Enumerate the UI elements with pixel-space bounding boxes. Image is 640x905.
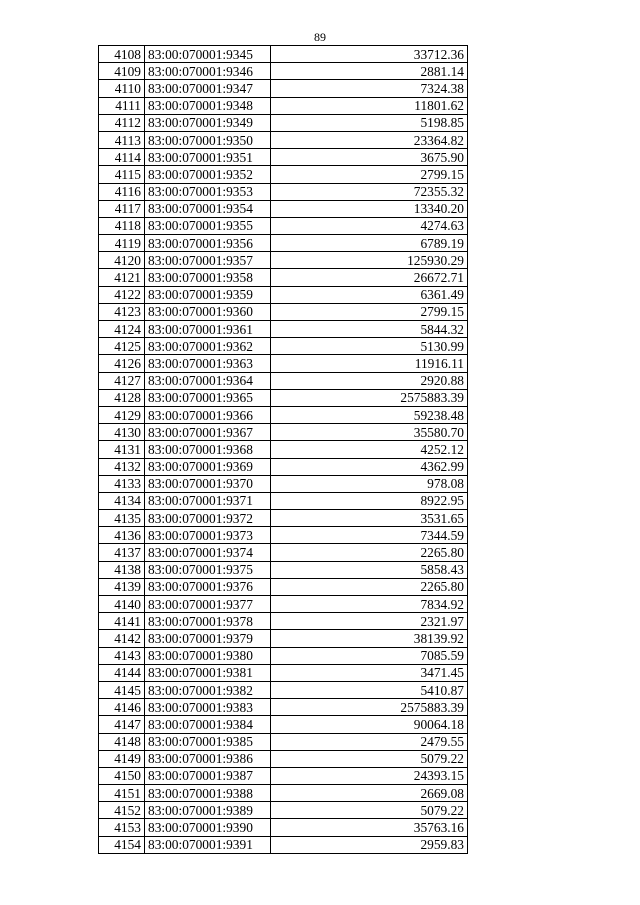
row-number-cell: 4110 (99, 80, 145, 97)
row-number-cell: 4151 (99, 785, 145, 802)
row-number-cell: 4123 (99, 303, 145, 320)
cadastral-value-cell: 4274.63 (271, 217, 468, 234)
table-row (99, 200, 468, 217)
row-number-cell: 4130 (99, 424, 145, 441)
table-row (99, 630, 468, 647)
row-number-cell: 4111 (99, 97, 145, 114)
cadastral-value-cell: 2479.55 (271, 733, 468, 750)
cadastral-number-cell: 83:00:070001:9366 (145, 406, 271, 423)
cadastral-number-cell: 83:00:070001:9345 (145, 46, 271, 63)
cadastral-number-cell: 83:00:070001:9347 (145, 80, 271, 97)
table-row (99, 544, 468, 561)
table-row (99, 681, 468, 698)
row-number-cell: 4141 (99, 613, 145, 630)
cadastral-number-cell: 83:00:070001:9391 (145, 836, 271, 853)
table-row (99, 733, 468, 750)
row-number-cell: 4137 (99, 544, 145, 561)
cadastral-number-cell: 83:00:070001:9377 (145, 596, 271, 613)
table-row (99, 647, 468, 664)
row-number-cell: 4153 (99, 819, 145, 836)
table-row (99, 699, 468, 716)
cadastral-number-cell: 83:00:070001:9386 (145, 750, 271, 767)
cadastral-number-cell: 83:00:070001:9385 (145, 733, 271, 750)
table-row (99, 131, 468, 148)
row-number-cell: 4150 (99, 767, 145, 784)
cadastral-value-cell: 24393.15 (271, 767, 468, 784)
table-row (99, 372, 468, 389)
cadastral-value-cell: 13340.20 (271, 200, 468, 217)
row-number-cell: 4148 (99, 733, 145, 750)
row-number-cell: 4138 (99, 561, 145, 578)
table-row (99, 561, 468, 578)
row-number-cell: 4121 (99, 269, 145, 286)
table-row (99, 183, 468, 200)
cadastral-number-cell: 83:00:070001:9367 (145, 424, 271, 441)
row-number-cell: 4117 (99, 200, 145, 217)
cadastral-number-cell: 83:00:070001:9362 (145, 338, 271, 355)
table-row (99, 46, 468, 63)
cadastral-value-cell: 6789.19 (271, 235, 468, 252)
cadastral-value-cell: 2575883.39 (271, 389, 468, 406)
table-row (99, 785, 468, 802)
row-number-cell: 4134 (99, 492, 145, 509)
table-row (99, 664, 468, 681)
cadastral-number-cell: 83:00:070001:9376 (145, 578, 271, 595)
table-row (99, 767, 468, 784)
cadastral-number-cell: 83:00:070001:9387 (145, 767, 271, 784)
table-row (99, 355, 468, 372)
row-number-cell: 4119 (99, 235, 145, 252)
cadastral-value-cell: 3531.65 (271, 510, 468, 527)
cadastral-value-cell: 2321.97 (271, 613, 468, 630)
table-row (99, 166, 468, 183)
row-number-cell: 4126 (99, 355, 145, 372)
cadastral-value-cell: 5410.87 (271, 681, 468, 698)
row-number-cell: 4132 (99, 458, 145, 475)
cadastral-value-cell: 125930.29 (271, 252, 468, 269)
row-number-cell: 4135 (99, 510, 145, 527)
table-row (99, 338, 468, 355)
row-number-cell: 4136 (99, 527, 145, 544)
table-row (99, 269, 468, 286)
cadastral-number-cell: 83:00:070001:9372 (145, 510, 271, 527)
cadastral-value-cell: 2881.14 (271, 63, 468, 80)
cadastral-value-cell: 2669.08 (271, 785, 468, 802)
cadastral-value-cell: 3471.45 (271, 664, 468, 681)
row-number-cell: 4120 (99, 252, 145, 269)
cadastral-number-cell: 83:00:070001:9364 (145, 372, 271, 389)
cadastral-value-cell: 5844.32 (271, 321, 468, 338)
row-number-cell: 4139 (99, 578, 145, 595)
table-row (99, 527, 468, 544)
cadastral-number-cell: 83:00:070001:9355 (145, 217, 271, 234)
table-row (99, 596, 468, 613)
table-body (99, 46, 468, 854)
cadastral-number-cell: 83:00:070001:9375 (145, 561, 271, 578)
row-number-cell: 4109 (99, 63, 145, 80)
cadastral-value-cell: 978.08 (271, 475, 468, 492)
cadastral-number-cell: 83:00:070001:9380 (145, 647, 271, 664)
cadastral-number-cell: 83:00:070001:9365 (145, 389, 271, 406)
row-number-cell: 4145 (99, 681, 145, 698)
cadastral-number-cell: 83:00:070001:9351 (145, 149, 271, 166)
cadastral-number-cell: 83:00:070001:9350 (145, 131, 271, 148)
table-row (99, 286, 468, 303)
table-row (99, 492, 468, 509)
cadastral-value-cell: 2920.88 (271, 372, 468, 389)
row-number-cell: 4152 (99, 802, 145, 819)
cadastral-value-cell: 5130.99 (271, 338, 468, 355)
row-number-cell: 4116 (99, 183, 145, 200)
cadastral-number-cell: 83:00:070001:9378 (145, 613, 271, 630)
table-row (99, 63, 468, 80)
cadastral-value-cell: 2959.83 (271, 836, 468, 853)
row-number-cell: 4144 (99, 664, 145, 681)
cadastral-number-cell: 83:00:070001:9352 (145, 166, 271, 183)
cadastral-value-cell: 2799.15 (271, 166, 468, 183)
cadastral-number-cell: 83:00:070001:9383 (145, 699, 271, 716)
cadastral-number-cell: 83:00:070001:9361 (145, 321, 271, 338)
cadastral-number-cell: 83:00:070001:9379 (145, 630, 271, 647)
table-row (99, 97, 468, 114)
table-row (99, 458, 468, 475)
row-number-cell: 4112 (99, 114, 145, 131)
cadastral-number-cell: 83:00:070001:9373 (145, 527, 271, 544)
cadastral-value-cell: 90064.18 (271, 716, 468, 733)
table-row (99, 716, 468, 733)
cadastral-value-cell: 5079.22 (271, 802, 468, 819)
cadastral-number-cell: 83:00:070001:9363 (145, 355, 271, 372)
row-number-cell: 4149 (99, 750, 145, 767)
table-row (99, 80, 468, 97)
cadastral-value-cell: 26672.71 (271, 269, 468, 286)
table-row (99, 441, 468, 458)
row-number-cell: 4118 (99, 217, 145, 234)
cadastral-number-cell: 83:00:070001:9357 (145, 252, 271, 269)
row-number-cell: 4140 (99, 596, 145, 613)
cadastral-value-cell: 5198.85 (271, 114, 468, 131)
table-row (99, 578, 468, 595)
cadastral-value-cell: 7344.59 (271, 527, 468, 544)
cadastral-value-cell: 11916.11 (271, 355, 468, 372)
cadastral-value-cell: 33712.36 (271, 46, 468, 63)
table-row (99, 389, 468, 406)
cadastral-value-cell: 5858.43 (271, 561, 468, 578)
cadastral-value-cell: 7834.92 (271, 596, 468, 613)
cadastral-number-cell: 83:00:070001:9359 (145, 286, 271, 303)
cadastral-value-cell: 4252.12 (271, 441, 468, 458)
table-row (99, 303, 468, 320)
row-number-cell: 4128 (99, 389, 145, 406)
row-number-cell: 4131 (99, 441, 145, 458)
row-number-cell: 4127 (99, 372, 145, 389)
cadastral-number-cell: 83:00:070001:9354 (145, 200, 271, 217)
cadastral-value-cell: 23364.82 (271, 131, 468, 148)
row-number-cell: 4125 (99, 338, 145, 355)
cadastral-value-cell: 5079.22 (271, 750, 468, 767)
cadastral-value-cell: 11801.62 (271, 97, 468, 114)
cadastral-value-cell: 2799.15 (271, 303, 468, 320)
cadastral-value-cell: 8922.95 (271, 492, 468, 509)
cadastral-number-cell: 83:00:070001:9358 (145, 269, 271, 286)
cadastral-value-cell: 2265.80 (271, 544, 468, 561)
cadastral-number-cell: 83:00:070001:9348 (145, 97, 271, 114)
page-number: 89 (314, 30, 326, 44)
row-number-cell: 4133 (99, 475, 145, 492)
cadastral-number-cell: 83:00:070001:9346 (145, 63, 271, 80)
row-number-cell: 4146 (99, 699, 145, 716)
table-row (99, 836, 468, 853)
cadastral-number-cell: 83:00:070001:9353 (145, 183, 271, 200)
table-row (99, 475, 468, 492)
table-row (99, 406, 468, 423)
cadastral-number-cell: 83:00:070001:9360 (145, 303, 271, 320)
table-row (99, 510, 468, 527)
row-number-cell: 4124 (99, 321, 145, 338)
table-row (99, 613, 468, 630)
cadastral-value-cell: 7085.59 (271, 647, 468, 664)
row-number-cell: 4143 (99, 647, 145, 664)
cadastral-value-table (98, 45, 468, 854)
cadastral-value-cell: 2575883.39 (271, 699, 468, 716)
cadastral-value-cell: 2265.80 (271, 578, 468, 595)
cadastral-number-cell: 83:00:070001:9390 (145, 819, 271, 836)
table-row (99, 321, 468, 338)
table-row (99, 149, 468, 166)
table-row (99, 235, 468, 252)
cadastral-value-cell: 4362.99 (271, 458, 468, 475)
row-number-cell: 4108 (99, 46, 145, 63)
row-number-cell: 4129 (99, 406, 145, 423)
cadastral-number-cell: 83:00:070001:9388 (145, 785, 271, 802)
cadastral-value-cell: 72355.32 (271, 183, 468, 200)
row-number-cell: 4147 (99, 716, 145, 733)
cadastral-value-cell: 6361.49 (271, 286, 468, 303)
cadastral-number-cell: 83:00:070001:9370 (145, 475, 271, 492)
cadastral-number-cell: 83:00:070001:9371 (145, 492, 271, 509)
table-row (99, 424, 468, 441)
row-number-cell: 4122 (99, 286, 145, 303)
table-row (99, 252, 468, 269)
cadastral-number-cell: 83:00:070001:9369 (145, 458, 271, 475)
row-number-cell: 4142 (99, 630, 145, 647)
cadastral-value-cell: 59238.48 (271, 406, 468, 423)
cadastral-value-cell: 3675.90 (271, 149, 468, 166)
row-number-cell: 4115 (99, 166, 145, 183)
cadastral-number-cell: 83:00:070001:9374 (145, 544, 271, 561)
cadastral-value-cell: 35580.70 (271, 424, 468, 441)
cadastral-number-cell: 83:00:070001:9349 (145, 114, 271, 131)
cadastral-value-cell: 7324.38 (271, 80, 468, 97)
row-number-cell: 4154 (99, 836, 145, 853)
cadastral-number-cell: 83:00:070001:9368 (145, 441, 271, 458)
cadastral-number-cell: 83:00:070001:9356 (145, 235, 271, 252)
cadastral-number-cell: 83:00:070001:9382 (145, 681, 271, 698)
row-number-cell: 4114 (99, 149, 145, 166)
table-row (99, 750, 468, 767)
cadastral-value-cell: 38139.92 (271, 630, 468, 647)
table-row (99, 802, 468, 819)
table-row (99, 114, 468, 131)
table-row (99, 217, 468, 234)
cadastral-value-cell: 35763.16 (271, 819, 468, 836)
cadastral-number-cell: 83:00:070001:9381 (145, 664, 271, 681)
cadastral-number-cell: 83:00:070001:9389 (145, 802, 271, 819)
table-row (99, 819, 468, 836)
cadastral-number-cell: 83:00:070001:9384 (145, 716, 271, 733)
row-number-cell: 4113 (99, 131, 145, 148)
